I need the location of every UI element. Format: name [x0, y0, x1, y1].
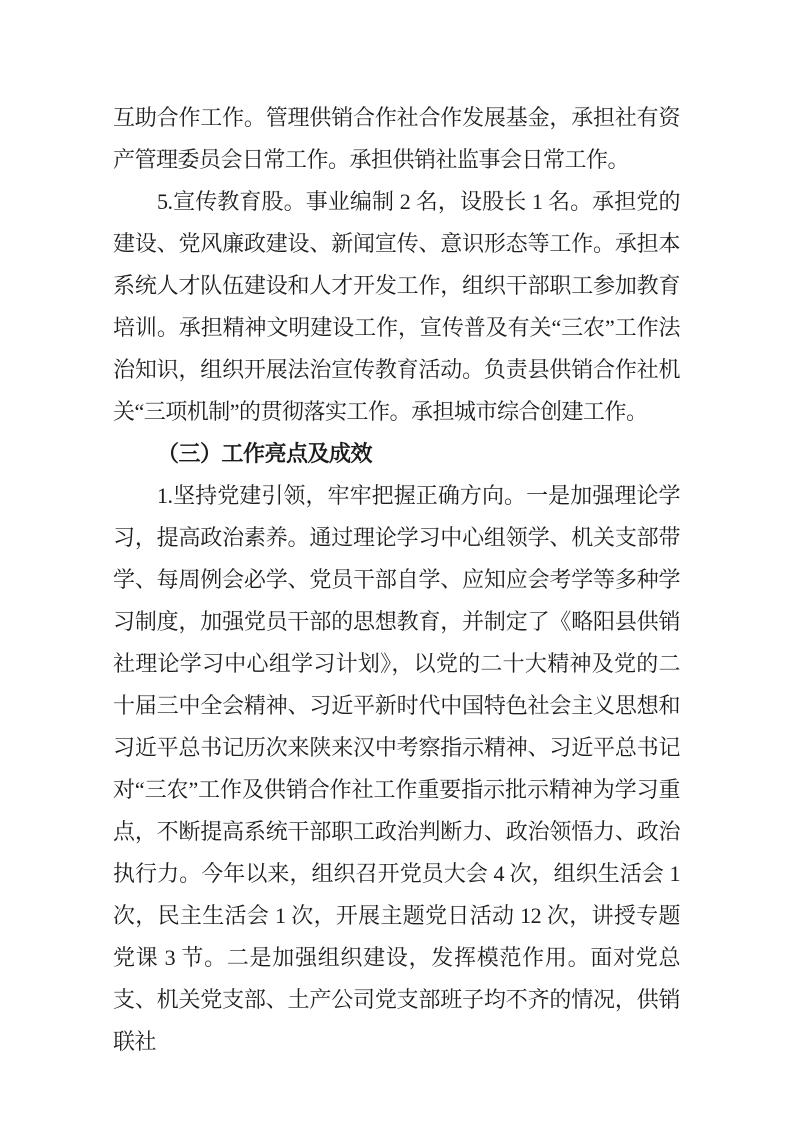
paragraph-continuation: 互助合作工作。管理供销合作社合作发展基金，承担社有资产管理委员会日常工作。承担供销社监事会日常工作。	[113, 105, 680, 172]
paragraph-party-building: 1.坚持党建引领，牢牢把握正确方向。一是加强理论学习，提高政治素养。通过理论学习中心组领学、机关支部带学、每周例会必学、党员干部自学、应知应会考学等多种学习制度，加强党员干部的思想教育，并制定了《略阳县供销社理论学习中心组学习计划》，以党的二十大精神及党的二十届三中全会精神、习近平新时代中国特色社会主义思想和习近平总书记历次来陕来汉中考察指示精神、习近平总书记对“三农”工作及供销合作社工作重要指示批示精神为学习重点，不断提高系统干部职工政治判断力、政治领悟力、政治执行力。今年以来，组织召开党员大会 4 次，组织生活会 1 次，民主生活会 1 次，开展主题党日活动 12 次，讲授专题党课 3 节。二是加强组织建设，发挥模范作用。面对党总支、机关党支部、土产公司党支部班子均不齐的情况，供销联社	[113, 483, 680, 1054]
section-heading-work-highlights: （三）工作亮点及成效	[157, 441, 373, 466]
document-text-block	[113, 97, 680, 1063]
paragraph-propaganda-education-section: 5.宣传教育股。事业编制 2 名，设股长 1 名。承担党的建设、党风廉政建设、新闻宣传、意识形态等工作。承担本系统人才队伍建设和人才开发工作，组织干部职工参加教育培训。承担精神文明建设工作，宣传普及有关“三农”工作法治知识，组织开展法治宣传教育活动。负责县供销合作社机关“三项机制”的贯彻落实工作。承担城市综合创建工作。	[113, 189, 680, 424]
